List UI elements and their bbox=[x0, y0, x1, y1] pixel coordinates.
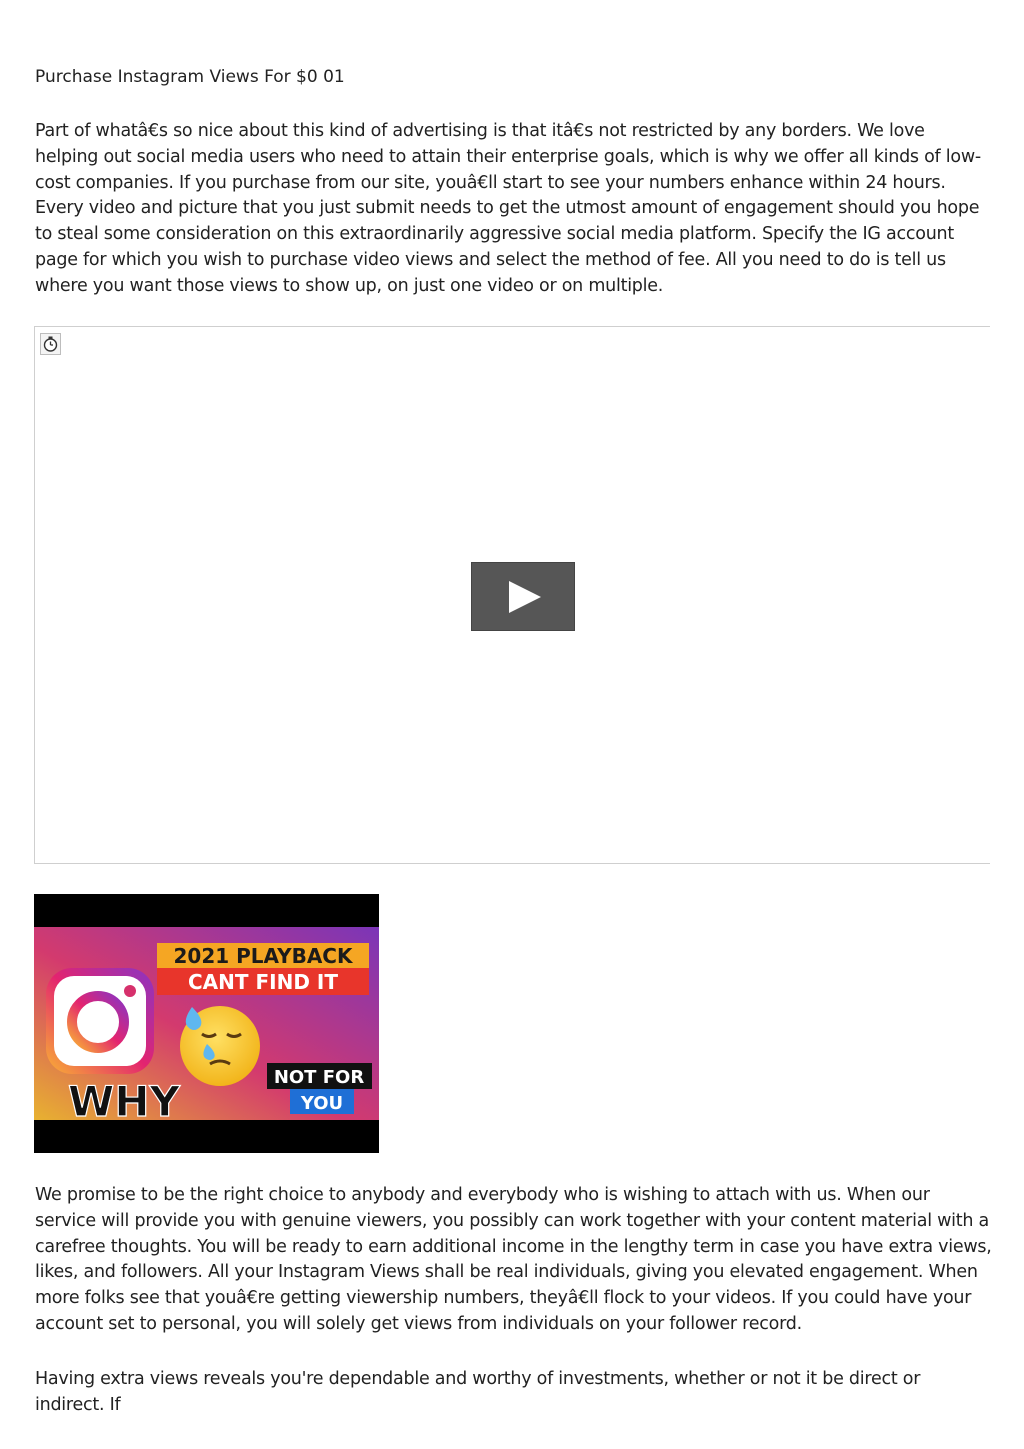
video-thumbnail[interactable] bbox=[34, 894, 379, 1153]
paragraph-3: Having extra views reveals you're dependable and worthy of investments, whether or not it be direct or indirect. If bbox=[35, 1369, 921, 1415]
video-embed[interactable] bbox=[34, 326, 990, 864]
page-title-text: Purchase Instagram Views For $0 01 bbox=[35, 67, 345, 87]
paragraph-1: Part of whatâ€s so nice about this kind of advertising is that itâ€s not restricted by any borders. We love helping out social media users who need to attain their enterprise goals, which is why we offer all kinds of low-cost companies. If you purchase from our site, youâ€ll start to see your numbers enhance within 24 hours. Every video and picture that you just submit needs to get the utmost amount of engagement should you hope to steal some consideration on this extraordinarily aggressive social media platform. Specify the IG account page for which you wish to purchase video views and select the method of fee. All you need to do is tell us where you want those views to show up, on just one video or on multiple. bbox=[35, 121, 981, 296]
play-icon bbox=[472, 563, 574, 630]
paragraph-2: We promise to be the right choice to anybody and everybody who is wishing to attach with us. When our service will provide you with genuine viewers, you possibly can work together with your content material with a carefree thoughts. You will be ready to earn additional income in the lengthy term in case you have extra views, likes, and followers. All your Instagram Views shall be real individuals, giving you elevated engagement. When more folks see that youâ€re getting viewership numbers, theyâ€ll flock to your videos. If you could have your account set to personal, you will solely get views from individuals on your follower record. bbox=[35, 1185, 992, 1334]
thumb-not-for: NOT FOR bbox=[273, 1067, 365, 1088]
page-title bbox=[35, 66, 975, 88]
thumb-line-1: 2021 PLAYBACK bbox=[173, 944, 353, 968]
play-button[interactable] bbox=[471, 562, 575, 631]
sad-sweat-emoji-icon bbox=[180, 1006, 260, 1086]
thumb-you: YOU bbox=[300, 1093, 344, 1114]
clock-icon bbox=[40, 333, 61, 355]
instagram-logo-icon bbox=[46, 968, 154, 1074]
thumb-why: WHY bbox=[68, 1077, 180, 1126]
thumb-line-2: CANT FIND IT bbox=[188, 970, 338, 994]
